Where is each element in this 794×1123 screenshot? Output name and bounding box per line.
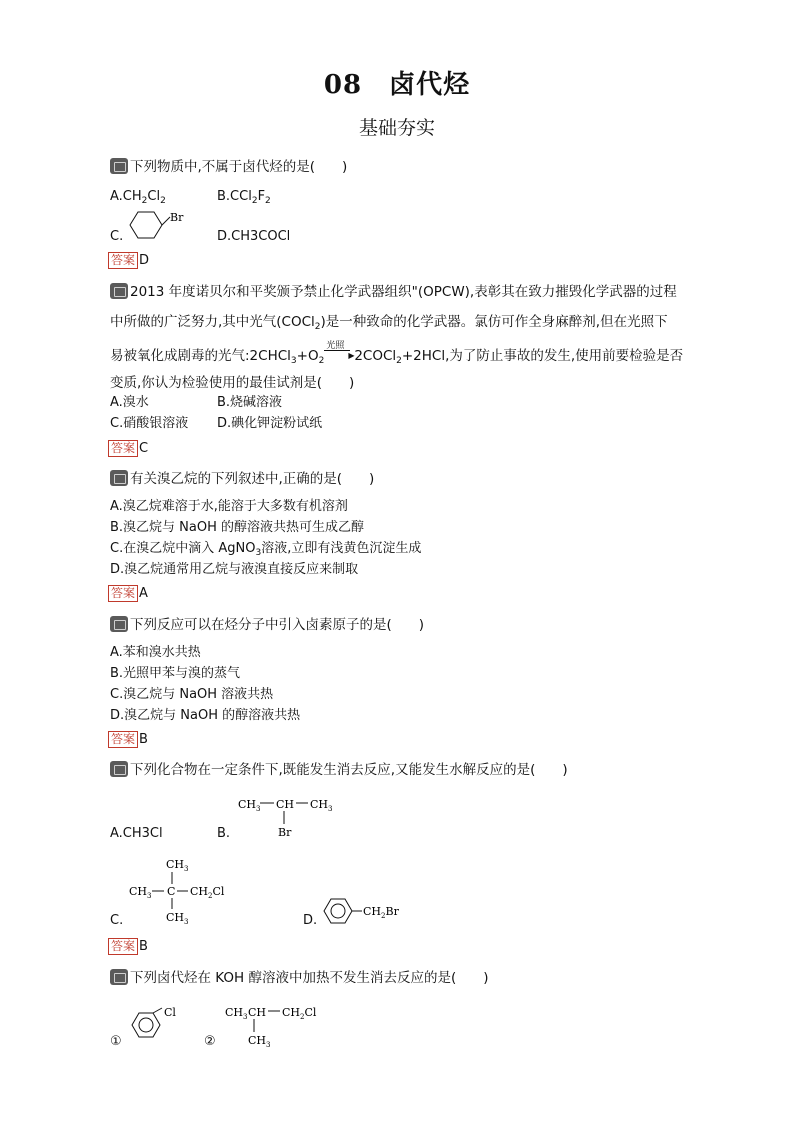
question-3-option-b: B.溴乙烷与 NaOH 的醇溶液共热可生成乙醇 — [110, 520, 365, 535]
svg-text:CH3: $CH_3$ — [166, 911, 189, 926]
reaction-arrow: 光照 ▶ — [324, 348, 354, 360]
svg-text:CH2Cl: $CH_2Cl$ — [190, 885, 225, 900]
isobutyl-chloride-structure — [223, 1002, 333, 1048]
question-4-option-b: B.光照甲苯与溴的蒸气 — [110, 666, 241, 681]
question-5-stem: 下列化合物在一定条件下,既能发生消去反应,又能发生水解反应的是( ) — [110, 760, 568, 780]
question-6-option-2-label: ② — [204, 1034, 216, 1049]
question-2-answer: 答案 C — [108, 437, 148, 457]
question-4-option-d: D.溴乙烷与 NaOH 的醇溶液共热 — [110, 708, 301, 723]
question-4-stem: 下列反应可以在烃分子中引入卤素原子的是( ) — [110, 615, 424, 635]
question-1-option-d: D.CH3COCl — [217, 229, 291, 244]
question-1-option-a: $A.CH_2Cl_2$ — [110, 189, 166, 206]
svg-text:Cl: Cl — [164, 1006, 176, 1019]
question-icon — [110, 158, 128, 174]
question-icon — [110, 470, 128, 486]
svg-text:CH3: $CH_3$ — [310, 798, 333, 813]
svg-text:CH2Br: $CH_2Br$ — [363, 905, 399, 920]
svg-text:Br: Br — [278, 826, 292, 839]
question-2-option-c: C.硝酸银溶液 — [110, 416, 189, 431]
arrow-condition: 光照 — [326, 341, 345, 351]
question-2-option-a: A.溴水 — [110, 395, 149, 410]
question-icon — [110, 761, 128, 777]
page-title: 08 卤代烃 — [323, 70, 471, 100]
question-1-stem: 下列物质中,不属于卤代烃的是( ) — [110, 157, 347, 177]
question-5-option-a: A.CH3Cl — [110, 826, 163, 841]
question-2-option-b: B.烧碱溶液 — [217, 395, 283, 410]
question-3-option-c: C.在溴乙烷中滴入 AgNO$_3$溶液,立即有浅黄色沉淀生成 — [110, 541, 422, 558]
question-6-stem: 下列卤代烃在 KOH 醇溶液中加热不发生消去反应的是( ) — [110, 968, 489, 988]
question-6-option-1-label: ① — [110, 1034, 122, 1049]
neopentyl-chloride-structure — [126, 854, 236, 926]
question-2-line-2: 中所做的广泛努力,其中光气(COCl$_2$)是一种致命的化学武器。氯仿可作全身麻醉剂,但在光照下 — [110, 314, 668, 332]
question-2-line-1: 2013 年度诺贝尔和平奖颁予禁止化学武器组织"(OPCW),表彰其在致力摧毁化学武器的过程 — [110, 282, 677, 302]
question-3-option-d: D.溴乙烷通常用乙烷与液溴直接反应来制取 — [110, 562, 359, 577]
question-icon — [110, 616, 128, 632]
svg-text:CH: CH — [248, 1006, 267, 1019]
svg-text:CH3: $CH_3$ — [225, 1006, 248, 1021]
question-1-answer: 答案 D — [108, 249, 149, 269]
svg-text:CH3: $CH_3$ — [129, 885, 152, 900]
question-1-option-b: $B.CCl_2F_2$ — [217, 189, 271, 206]
question-2-line-4: 变质,你认为检验使用的最佳试剂是( ) — [110, 375, 355, 391]
question-4-option-c: C.溴乙烷与 NaOH 溶液共热 — [110, 687, 274, 702]
question-icon — [110, 283, 128, 299]
question-icon — [110, 969, 128, 985]
section-subtitle: 基础夯实 — [358, 117, 435, 139]
question-3-answer: 答案 A — [108, 582, 148, 602]
svg-text:CH: CH — [276, 798, 295, 811]
question-2-option-d: D.碘化钾淀粉试纸 — [217, 416, 323, 431]
svg-text:CH3: $CH_3$ — [238, 798, 261, 813]
chlorobenzene-structure — [126, 1006, 196, 1044]
question-5-option-c-label: C. — [110, 913, 124, 928]
question-4-answer: 答案 B — [108, 728, 148, 748]
question-1-option-c-label: C. — [110, 229, 124, 244]
svg-text:CH3: $CH_3$ — [248, 1034, 271, 1048]
svg-text:CH2Cl: $CH_2Cl$ — [282, 1006, 317, 1021]
question-3-stem: 有关溴乙烷的下列叙述中,正确的是( ) — [110, 469, 374, 489]
question-3-option-a: A.溴乙烷难溶于水,能溶于大多数有机溶剂 — [110, 499, 348, 514]
svg-text:CH3: $CH_3$ — [166, 858, 189, 873]
question-5-option-d-label: D. — [303, 913, 318, 928]
svg-text:C: C — [167, 885, 176, 898]
benzyl-bromide-structure — [318, 893, 418, 929]
question-5-option-b-label: B. — [217, 826, 231, 841]
bromopropane-structure — [236, 794, 346, 840]
question-4-option-a: A.苯和溴水共热 — [110, 645, 201, 660]
question-5-answer: 答案 B — [108, 935, 148, 955]
bromine-label: Br — [170, 211, 184, 224]
question-2-line-3: 易被氧化成剧毒的光气$:2CHCl_3+O_2$ 光照 ▶ 2COCl$_2$+2HCl,为了防止事故的发生,使用前要检验是否 — [110, 346, 683, 366]
cyclohexyl-bromide-structure — [124, 205, 194, 245]
